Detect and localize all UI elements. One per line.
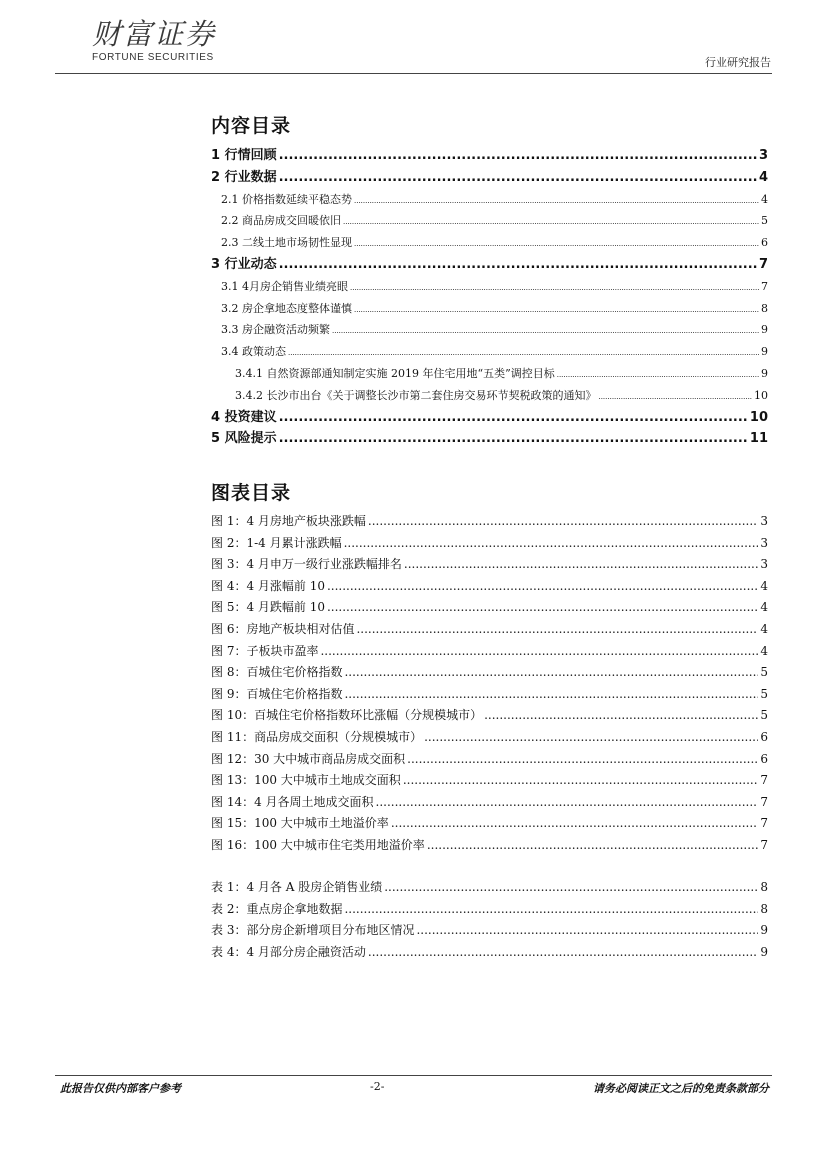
toc-entry-page: 4: [758, 169, 768, 185]
figure-entry-label: 图 9：百城住宅价格指数: [211, 686, 343, 701]
toc-entry-page: 7: [761, 279, 768, 293]
dot-leader: [344, 662, 758, 684]
dot-leader: [344, 533, 759, 555]
figure-entry-page: 6: [760, 729, 768, 744]
figure-entry[interactable]: [211, 727, 768, 749]
figure-entry-label: 图 3：4 月申万一级行业涨跌幅排名: [211, 557, 402, 572]
toc-entry-page: 8: [761, 301, 768, 315]
toc-entry-page: 11: [749, 431, 768, 447]
figure-entry[interactable]: [211, 749, 768, 771]
figures-list: [211, 511, 768, 857]
logo-chinese: 财富证券: [92, 17, 217, 51]
figure-entry-label: 图 14：4 月各周土地成交面积: [211, 794, 374, 809]
toc-entry-page: 9: [761, 323, 768, 337]
dot-leader: [424, 727, 758, 749]
table-entry-page: 9: [760, 923, 768, 938]
figure-entry-page: 7: [760, 773, 768, 788]
dot-leader: [376, 792, 759, 814]
toc-entry[interactable]: [211, 254, 768, 276]
dot-leader: [279, 407, 748, 429]
toc-list: [211, 145, 768, 450]
dot-leader: [356, 619, 758, 641]
figure-entry-page: 3: [760, 557, 768, 572]
figure-entry[interactable]: [211, 835, 768, 857]
figure-entry[interactable]: [211, 554, 768, 576]
dot-leader: [350, 278, 759, 300]
figure-entry-label: 图 15：100 大中城市土地溢价率: [211, 816, 389, 831]
dot-leader: [368, 511, 758, 533]
dot-leader: [279, 428, 748, 450]
report-type: 行业研究报告: [705, 56, 771, 69]
dot-leader: [327, 597, 758, 619]
toc-entry-label: 2.2 商品房成交回暖依旧: [221, 214, 341, 228]
toc-entry[interactable]: [211, 319, 768, 341]
figure-entry-label: 图 10：百城住宅价格指数环比涨幅（分规模城市）: [211, 708, 483, 723]
figure-entry[interactable]: [211, 662, 768, 684]
toc-entry-label: 3.4.2 长沙市出台《关于调整长沙市第二套住房交易环节契税政策的通知》: [235, 388, 597, 402]
table-entry-page: 8: [760, 880, 768, 894]
toc-entry[interactable]: [211, 407, 768, 429]
figure-entry-page: 4: [760, 621, 768, 636]
footer-notice: 请务必阅读正文之后的免责条款部分: [593, 1082, 769, 1095]
figure-entry[interactable]: [211, 533, 768, 555]
toc-entry-page: 5: [761, 214, 768, 228]
table-entry-label: 表 3：部分房企新增项目分布地区情况: [211, 923, 415, 938]
table-entry-label: 表 1：4 月各 A 股房企销售业绩: [211, 880, 383, 894]
dot-leader: [279, 167, 757, 189]
figure-entry-label: 图 13：100 大中城市土地成交面积: [211, 773, 401, 788]
toc-entry-label: 3.3 房企融资活动频繁: [221, 323, 330, 337]
toc-entry-label: 2 行业数据: [211, 169, 277, 185]
toc-entry[interactable]: [211, 189, 768, 211]
toc-entry-label: 2.3 二线土地市场韧性显现: [221, 236, 352, 250]
toc-entry[interactable]: [211, 167, 768, 189]
figure-entry[interactable]: [211, 813, 768, 835]
figure-entry[interactable]: [211, 619, 768, 641]
toc-entry-page: 10: [749, 409, 768, 425]
toc-entry-page: 10: [754, 388, 768, 402]
table-entry-label: 表 4：4 月部分房企融资活动: [211, 944, 366, 959]
toc-title: 内容目录: [211, 115, 292, 137]
figure-entry-page: 7: [760, 794, 768, 809]
toc-entry-page: 7: [758, 256, 768, 272]
figure-entry-page: 5: [760, 708, 768, 723]
toc-entry-page: 6: [761, 236, 768, 250]
table-entry[interactable]: [211, 942, 768, 964]
footer-disclaimer: 此报告仅供内部客户参考: [60, 1082, 181, 1095]
dot-leader: [391, 813, 759, 835]
dot-leader: [279, 254, 757, 276]
toc-entry-label: 3.1 4月房企销售业绩亮眼: [221, 279, 348, 293]
dot-leader: [288, 343, 759, 365]
dot-leader: [354, 234, 759, 256]
toc-entry[interactable]: [211, 385, 768, 407]
toc-entry-label: 4 投资建议: [211, 409, 277, 425]
toc-entry[interactable]: [211, 276, 768, 298]
toc-entry-label: 1 行情回顾: [211, 148, 277, 163]
figure-entry-page: 4: [760, 643, 768, 658]
toc-entry-label: 2.1 价格指数延续平稳态势: [221, 192, 352, 206]
dot-leader: [344, 684, 758, 706]
toc-entry-page: 4: [761, 192, 768, 206]
dot-leader: [332, 321, 759, 343]
dot-leader: [598, 387, 752, 409]
dot-leader: [404, 554, 758, 576]
toc-entry[interactable]: [211, 210, 768, 232]
figure-entry-page: 4: [760, 578, 768, 593]
page-number: -2-: [370, 1080, 385, 1093]
toc-entry-page: 3: [758, 148, 768, 163]
figure-entry[interactable]: [211, 705, 768, 727]
dot-leader: [279, 145, 757, 167]
dot-leader: [344, 899, 758, 921]
table-entry[interactable]: [211, 920, 768, 942]
figure-entry-label: 图 7：子板块市盈率: [211, 643, 319, 658]
logo-english: FORTUNE SECURITIES: [92, 52, 214, 63]
dot-leader: [368, 942, 758, 964]
toc-entry-label: 3.4 政策动态: [221, 345, 286, 359]
figure-entry-page: 6: [760, 751, 768, 766]
toc-entry-page: 9: [761, 345, 768, 359]
figure-entry[interactable]: [211, 511, 768, 533]
figure-entry-label: 图 6：房地产板块相对估值: [211, 621, 355, 636]
figure-entry-label: 图 2：1-4 月累计涨跌幅: [211, 535, 342, 550]
dot-leader: [327, 576, 758, 598]
tables-list: [211, 877, 768, 963]
figure-entry-label: 图 4：4 月涨幅前 10: [211, 578, 325, 593]
toc-entry-label: 3.2 房企拿地态度整体谨慎: [221, 301, 352, 315]
dot-leader: [320, 641, 758, 663]
figure-entry[interactable]: [211, 641, 768, 663]
figure-entry-page: 3: [760, 535, 768, 550]
figure-entry-page: 7: [760, 816, 768, 831]
toc-entry[interactable]: [211, 298, 768, 320]
table-entry[interactable]: [211, 877, 768, 899]
dot-leader: [484, 705, 758, 727]
toc-entry[interactable]: [211, 363, 768, 385]
dot-leader: [427, 835, 759, 857]
dot-leader: [416, 920, 758, 942]
dot-leader: [384, 877, 758, 899]
dot-leader: [557, 365, 759, 387]
figure-entry-label: 图 16：100 大中城市住宅类用地溢价率: [211, 837, 425, 852]
figure-entry-page: 4: [760, 600, 768, 615]
toc-entry-page: 9: [761, 366, 768, 380]
figure-entry[interactable]: [211, 684, 768, 706]
toc-entry[interactable]: [211, 341, 768, 363]
table-entry[interactable]: [211, 899, 768, 921]
figure-entry-page: 5: [760, 686, 768, 701]
figure-entry-label: 图 5：4 月跌幅前 10: [211, 600, 325, 615]
toc-entry[interactable]: [211, 232, 768, 254]
dot-leader: [354, 300, 759, 322]
figure-entry[interactable]: [211, 597, 768, 619]
dot-leader: [407, 749, 758, 771]
header-divider: [55, 73, 772, 74]
figure-entry[interactable]: [211, 770, 768, 792]
table-entry-page: 8: [760, 901, 768, 916]
toc-entry-label: 3 行业动态: [211, 256, 277, 272]
figure-entry-label: 图 11：商品房成交面积（分规模城市）: [211, 729, 423, 744]
toc-entry[interactable]: [211, 428, 768, 450]
figure-entry-page: 3: [760, 514, 768, 528]
figure-entry[interactable]: [211, 576, 768, 598]
figure-entry-label: 图 8：百城住宅价格指数: [211, 665, 343, 680]
footer-divider: [55, 1075, 772, 1076]
figure-entry-page: 5: [760, 665, 768, 680]
dot-leader: [403, 770, 759, 792]
figure-entry-label: 图 1：4 月房地产板块涨跌幅: [211, 514, 366, 528]
toc-entry-label: 3.4.1 自然资源部通知制定实施 2019 年住宅用地“五类”调控目标: [235, 366, 555, 380]
figure-entry[interactable]: [211, 792, 768, 814]
company-logo: [92, 18, 262, 63]
toc-entry-label: 5 风险提示: [211, 431, 277, 447]
dot-leader: [354, 191, 759, 213]
table-entry-page: 9: [760, 944, 768, 959]
toc-entry[interactable]: [211, 145, 768, 167]
figure-entry-page: 7: [760, 837, 768, 852]
figure-entry-label: 图 12：30 大中城市商品房成交面积: [211, 751, 406, 766]
dot-leader: [343, 212, 759, 234]
figures-title: 图表目录: [211, 482, 292, 504]
table-entry-label: 表 2：重点房企拿地数据: [211, 901, 343, 916]
